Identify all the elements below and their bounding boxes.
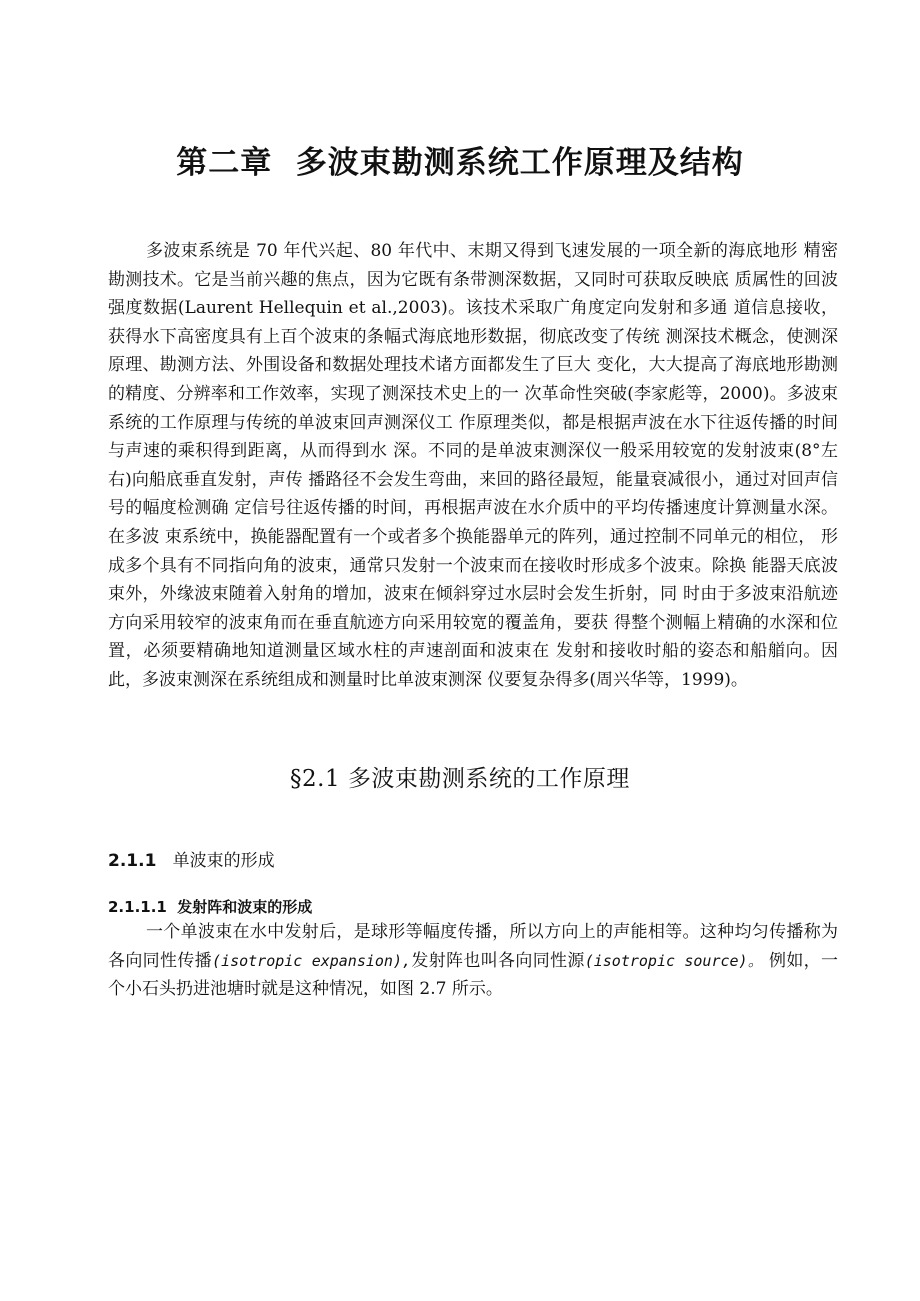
paragraph-text-2: 发射阵也叫各向同性源 xyxy=(411,950,585,971)
subsection-number: 2.1.1 xyxy=(108,851,157,871)
subsubsection-title: 发射阵和波束的形成 xyxy=(177,898,313,916)
body-paragraph xyxy=(108,918,838,1004)
intro-paragraph: 多波束系统是 70 年代兴起、80 年代中、末期又得到飞速发展的一项全新的海底地形 精密勘测技术。它是当前兴趣的焦点，因为它既有条带测深数据，又同时可获取反映底 质属性的回波强度数据(Laurent Hellequin et al.,2003)。该技术采取广角度定向发射和多通 道信息接收，获得水下高密度具有上百个波束的条幅式海底地形数据，彻底改变了传统 测深技术概念，使测深原理、勘测方法、外围设备和数据处理技术诸方面都发生了巨大 变化，大大提高了海底地形勘测的精度、分辨率和工作效率，实现了测深技术史上的一 次革命性突破(李家彪等，2000)。多波束系统的工作原理与传统的单波束回声测深仪工 作原理类似，都是根据声波在水下往返传播的时间与声速的乘积得到距离，从而得到水 深。不同的是单波束测深仪一般采用较宽的发射波束(8°左右)向船底垂直发射，声传 播路径不会发生弯曲，来回的路径最短，能量衰减很小，通过对回声信号的幅度检测确 定信号往返传播的时间，再根据声波在水介质中的平均传播速度计算测量水深。在多波 束系统中，换能器配置有一个或者多个换能器单元的阵列，通过控制不同单元的相位， 形成多个具有不同指向角的波束，通常只发射一个波束而在接收时形成多个波束。除换 能器天底波束外，外缘波束随着入射角的增加，波束在倾斜穿过水层时会发生折射，同 时由于多波束沿航迹方向采用较窄的波束角而在垂直航迹方向采用较宽的覆盖角，要获 得整个测幅上精确的水深和位置，必须要精确地知道测量区域水柱的声速剖面和波束在 发射和接收时船的姿态和船艏向。因此，多波束测深在系统组成和测量时比单波束测深 仪要复杂得多(周兴华等，1999)。 xyxy=(108,241,838,690)
paragraph-text-1: 一个单波束在水中发射后，是球形等幅度传播，所以方向上的声能相等。这种均匀传播称为各向同性传播 xyxy=(108,922,838,971)
subsubsection-number: 2.1.1.1 xyxy=(108,898,167,916)
term-isotropic-source: (isotropic source)。 xyxy=(584,951,764,970)
paragraph-text-3: 例如，一个小石头扔进池塘时就是这种情况，如图 2.7 所示。 xyxy=(108,950,839,1000)
subsection-heading xyxy=(108,848,275,874)
subsection-title: 单波束的形成 xyxy=(172,851,275,871)
term-isotropic-expansion: (isotropic expansion), xyxy=(212,951,412,970)
subsubsection-heading xyxy=(108,896,312,918)
chapter-title: 第二章 多波束勘测系统工作原理及结构 xyxy=(176,145,744,181)
section-title: §2.1 多波束勘测系统的工作原理 xyxy=(290,766,630,792)
